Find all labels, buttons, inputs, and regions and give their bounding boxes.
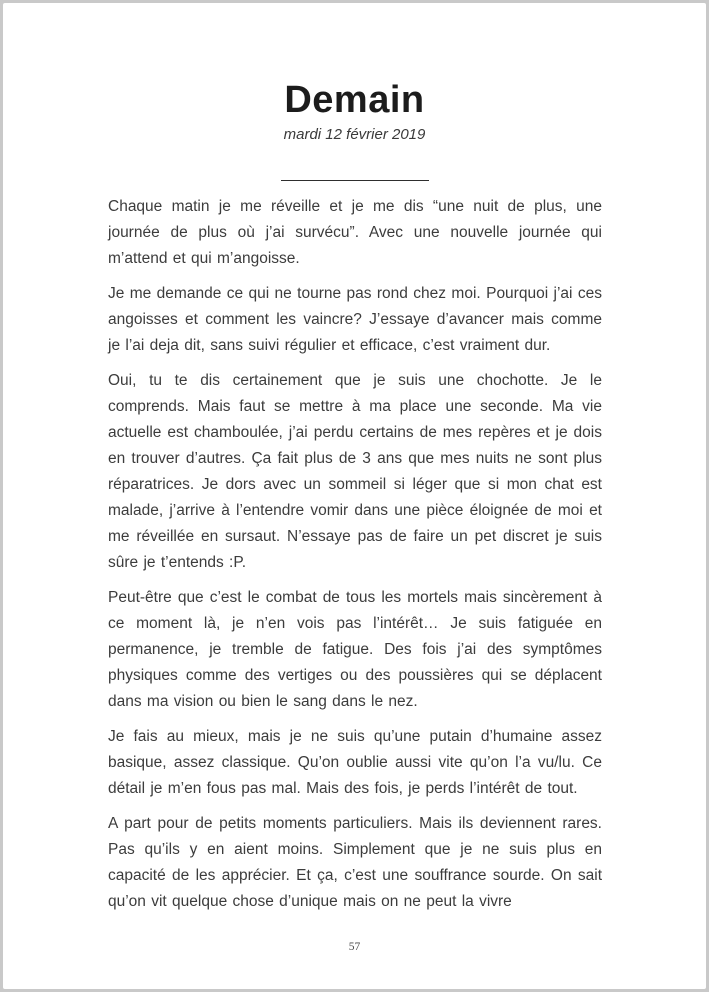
document-body (108, 194, 602, 915)
separator-line (281, 180, 429, 181)
paragraph-3: Oui, tu te dis certainement que je suis une chochotte. Je le comprends. Mais faut se mettre à ma place une seconde. Ma vie actuelle est chamboulée, j’ai perdu certains de mes repères et je dois en trouver d’autres. Ça fait plus de 3 ans que mes nuits ne sont plus réparatrices. Je dors avec un sommeil si léger que si mon chat est malade, j’arrive à l’entendre vomir dans une pièce éloignée de moi et me réveillée en sursaut. N’essaye pas de faire un pet discret je suis sûre je t’entends :P. (108, 372, 602, 571)
paragraph-1: Chaque matin je me réveille et je me dis “une nuit de plus, une journée de plus où j’ai survécu”. Avec une nouvelle journée qui m’attend et qui m’angoisse. (108, 198, 602, 267)
page-title: Demain (284, 79, 425, 121)
page-number: 57 (348, 941, 361, 953)
paragraph-5: Je fais au mieux, mais je ne suis qu’une putain d’humaine assez basique, assez classique. Qu’on oublie aussi vite qu’on l’a vu/lu. Ce détail je m’en fous pas mal. Mais des fois, je perds l’intérêt de tout. (108, 728, 602, 797)
document-page (3, 3, 706, 989)
paragraph-2: Je me demande ce qui ne tourne pas rond chez moi. Pourquoi j’ai ces angoisses et comment les vaincre? J’essaye d’avancer mais comme je l’ai deja dit, sans suivi régulier et efficace, c’est vraiment dur. (108, 285, 602, 354)
paragraph-4: Peut-être que c’est le combat de tous les mortels mais sincèrement à ce moment là, je n’en vois pas l’intérêt… Je suis fatiguée en permanence, je tremble de fatigue. Des fois j’ai des symptômes physiques comme des vertiges ou des poussières qui se déplacent dans ma vision ou bien le sang dans le nez. (108, 589, 602, 710)
date-subtitle: mardi 12 février 2019 (283, 126, 426, 143)
paragraph-6: A part pour de petits moments particuliers. Mais ils deviennent rares. Pas qu’ils y en aient moins. Simplement que je ne suis plus en capacité de les apprécier. Et ça, c’est une souffrance sourde. On sait qu’on vit quelque chose d’unique mais on ne peut la vivre (108, 815, 602, 910)
